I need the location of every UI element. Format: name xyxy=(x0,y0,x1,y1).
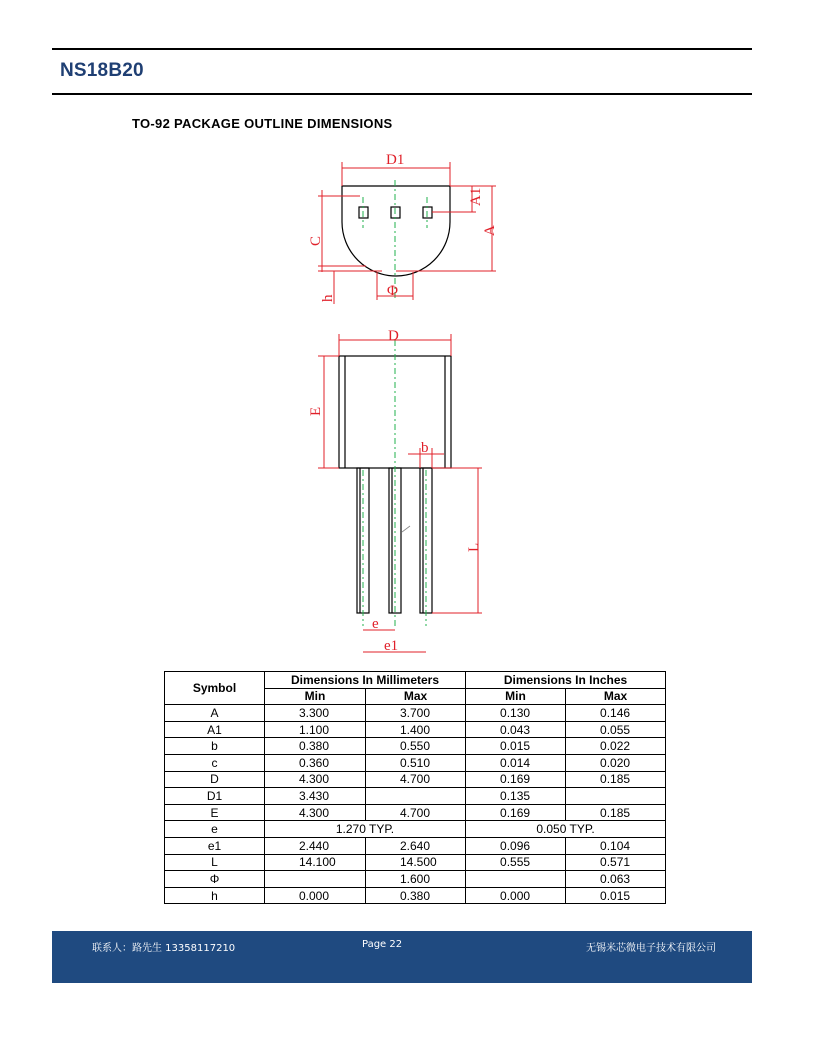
table-cell: 1.600 xyxy=(366,871,466,888)
table-cell: A xyxy=(165,705,265,722)
table-row xyxy=(165,804,666,821)
table-cell: 0.185 xyxy=(566,771,666,788)
label-e1: e1 xyxy=(384,638,399,654)
mm-min-header: Min xyxy=(265,688,366,705)
label-e-upper: E xyxy=(308,406,324,416)
table-cell: D1 xyxy=(165,788,265,805)
table-cell: 1.100 xyxy=(265,721,366,738)
table-cell xyxy=(466,871,566,888)
table-cell: 1.400 xyxy=(366,721,466,738)
label-b: b xyxy=(421,440,429,456)
table-cell: 0.015 xyxy=(566,887,666,904)
mm-max-header: Max xyxy=(366,688,466,705)
table-cell: e1 xyxy=(165,837,265,854)
top-view-dimensions xyxy=(318,162,496,304)
table-cell: 14.500 xyxy=(366,854,466,871)
side-view-dimensions xyxy=(318,334,482,652)
table-row xyxy=(165,788,666,805)
label-a1: A1 xyxy=(468,187,484,206)
table-cell: 0.020 xyxy=(566,754,666,771)
side-view-centerlines xyxy=(363,340,426,626)
table-cell: 0.185 xyxy=(566,804,666,821)
table-row xyxy=(165,837,666,854)
page-footer xyxy=(52,931,752,983)
table-cell: 0.063 xyxy=(566,871,666,888)
table-row xyxy=(165,771,666,788)
table-cell: 0.014 xyxy=(466,754,566,771)
table-cell: 0.096 xyxy=(466,837,566,854)
in-min-header: Min xyxy=(466,688,566,705)
table-cell xyxy=(265,871,366,888)
table-row xyxy=(165,705,666,722)
table-cell xyxy=(566,788,666,805)
table-cell: 0.050 TYP. xyxy=(466,821,666,838)
symbol-header: Symbol xyxy=(165,672,265,705)
section-title: TO-92 PACKAGE OUTLINE DIMENSIONS xyxy=(132,116,393,131)
table-cell: 14.100 xyxy=(265,854,366,871)
table-cell: 0.380 xyxy=(366,887,466,904)
table-row xyxy=(165,854,666,871)
table-cell: 4.300 xyxy=(265,771,366,788)
table-cell: 3.300 xyxy=(265,705,366,722)
label-c: C xyxy=(308,235,324,246)
table-cell: 0.000 xyxy=(466,887,566,904)
table-cell: 4.700 xyxy=(366,804,466,821)
table-cell: 0.000 xyxy=(265,887,366,904)
label-d: D xyxy=(388,328,399,344)
table-cell: 0.043 xyxy=(466,721,566,738)
table-cell: 0.022 xyxy=(566,738,666,755)
document-title: NS18B20 xyxy=(60,60,144,81)
table-cell: 0.104 xyxy=(566,837,666,854)
table-cell: 0.146 xyxy=(566,705,666,722)
table-cell: 3.430 xyxy=(265,788,366,805)
table-cell: 0.510 xyxy=(366,754,466,771)
label-h: h xyxy=(320,294,336,302)
footer-company: 无锡米芯微电子技术有限公司 xyxy=(586,943,716,954)
table-row xyxy=(165,721,666,738)
table-cell xyxy=(366,788,466,805)
table-row xyxy=(165,871,666,888)
footer-contact: 联系人：路先生 13358117210 xyxy=(92,943,236,954)
table-cell: 3.700 xyxy=(366,705,466,722)
label-phi: Φ xyxy=(387,283,398,299)
inch-header: Dimensions In Inches xyxy=(466,672,666,689)
table-cell: 0.135 xyxy=(466,788,566,805)
mm-header: Dimensions In Millimeters xyxy=(265,672,466,689)
table-cell: D xyxy=(165,771,265,788)
table-cell: 0.130 xyxy=(466,705,566,722)
table-cell: 0.571 xyxy=(566,854,666,871)
table-cell: h xyxy=(165,887,265,904)
table-row xyxy=(165,821,666,838)
table-cell: 0.550 xyxy=(366,738,466,755)
table-row xyxy=(165,887,666,904)
dimensions-table xyxy=(164,671,666,904)
table-cell: e xyxy=(165,821,265,838)
table-cell: 2.440 xyxy=(265,837,366,854)
table-cell: 0.169 xyxy=(466,804,566,821)
table-row xyxy=(165,738,666,755)
top-view-centerlines xyxy=(363,180,427,300)
label-d1: D1 xyxy=(386,152,405,168)
footer-page-number: Page 22 xyxy=(362,939,403,950)
table-cell: 2.640 xyxy=(366,837,466,854)
table-cell: 0.360 xyxy=(265,754,366,771)
table-row xyxy=(165,754,666,771)
table-cell: E xyxy=(165,804,265,821)
table-cell: c xyxy=(165,754,265,771)
in-max-header: Max xyxy=(566,688,666,705)
table-cell: 0.380 xyxy=(265,738,366,755)
table-cell: 4.700 xyxy=(366,771,466,788)
table-cell: Φ xyxy=(165,871,265,888)
table-cell: 4.300 xyxy=(265,804,366,821)
table-cell: 0.555 xyxy=(466,854,566,871)
label-a: A xyxy=(482,225,498,236)
table-cell: L xyxy=(165,854,265,871)
table-cell: 0.055 xyxy=(566,721,666,738)
table-cell: A1 xyxy=(165,721,265,738)
label-l: L xyxy=(466,542,482,552)
table-cell: 0.169 xyxy=(466,771,566,788)
top-view xyxy=(342,186,450,276)
top-view-body xyxy=(342,186,450,276)
table-cell: 1.270 TYP. xyxy=(265,821,466,838)
table-cell: 0.015 xyxy=(466,738,566,755)
label-e: e xyxy=(372,616,379,632)
table-cell: b xyxy=(165,738,265,755)
